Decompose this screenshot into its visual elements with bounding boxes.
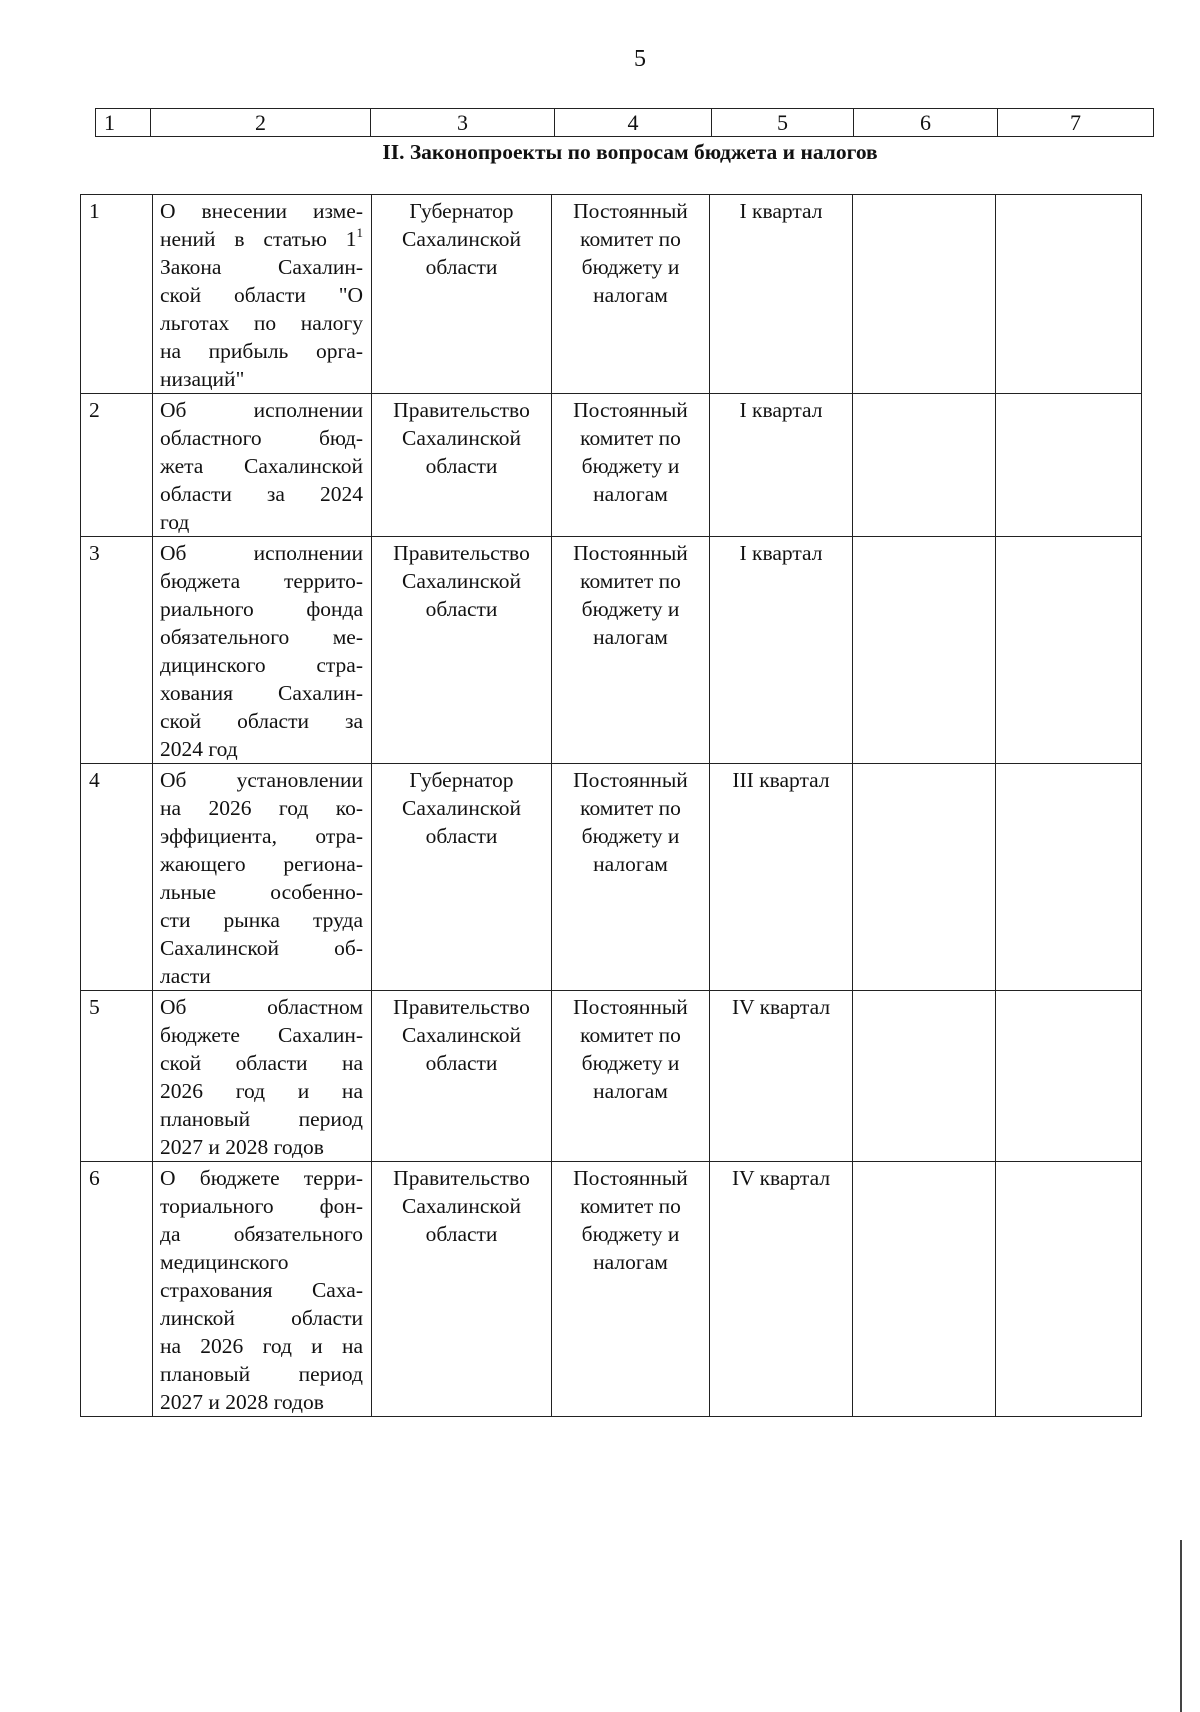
bill-title-line: О внесении изме- [160, 199, 363, 223]
bill-title-line: обязательного ме- [160, 625, 363, 649]
table-row [81, 764, 1142, 991]
table-row [81, 394, 1142, 537]
column-7-cell [996, 394, 1142, 537]
column-number-1: 1 [96, 109, 151, 137]
column-6-cell [853, 195, 996, 394]
column-number-7: 7 [998, 109, 1154, 137]
bill-title-line: жающего региона- [160, 852, 363, 876]
bill-initiator-line: Сахалинской [402, 1023, 521, 1047]
bills-table [80, 194, 1142, 1417]
bill-initiator-line: Губернатор [409, 768, 514, 792]
bill-initiator [372, 537, 552, 764]
bill-initiator-line: Правительство [393, 541, 530, 565]
bill-title [153, 991, 372, 1162]
bill-initiator-line: области [425, 255, 498, 279]
bill-title-line: области за 2024 [160, 482, 363, 506]
row-number: 1 [81, 195, 153, 394]
responsible-committee-line: бюджету и [581, 597, 680, 621]
bill-initiator-line: области [425, 1222, 498, 1246]
bill-title-line: страхования Саха- [160, 1278, 363, 1302]
section-title: II. Законопроекты по вопросам бюджета и налогов [382, 140, 878, 164]
responsible-committee-line: комитет по [580, 796, 681, 820]
submission-term: IV квартал [710, 1162, 853, 1417]
column-6-cell [853, 764, 996, 991]
column-6-cell [853, 991, 996, 1162]
row-number: 6 [81, 1162, 153, 1417]
bill-initiator-line: области [425, 1051, 498, 1075]
responsible-committee-line: налогам [593, 625, 668, 649]
column-number-row [96, 109, 1154, 137]
margin-scan-line [1180, 1540, 1182, 1712]
bill-title [153, 1162, 372, 1417]
responsible-committee [552, 991, 710, 1162]
responsible-committee-line: Постоянный [573, 995, 688, 1019]
bill-title-line: областного бюд- [160, 426, 363, 450]
bill-initiator-line: Сахалинской [402, 426, 521, 450]
bill-initiator [372, 394, 552, 537]
responsible-committee [552, 537, 710, 764]
row-number: 5 [81, 991, 153, 1162]
column-7-cell [996, 991, 1142, 1162]
bill-title-line: на 2026 год и на [160, 1334, 363, 1358]
column-number-3: 3 [371, 109, 555, 137]
responsible-committee-line: комитет по [580, 1023, 681, 1047]
column-number-6: 6 [854, 109, 998, 137]
column-7-cell [996, 195, 1142, 394]
bill-title-line: Об областном [160, 995, 363, 1019]
responsible-committee-line: налогам [593, 1250, 668, 1274]
bill-initiator-line: Сахалинской [402, 796, 521, 820]
column-7-cell [996, 764, 1142, 991]
bill-initiator-line: Сахалинской [402, 569, 521, 593]
bill-title-line: ской области за [160, 709, 363, 733]
column-6-cell [853, 537, 996, 764]
submission-term: IV квартал [710, 991, 853, 1162]
bill-title-line: плановый период [160, 1107, 363, 1131]
submission-term: I квартал [710, 195, 853, 394]
bill-title-line: ласти [160, 964, 211, 988]
bill-title-line: бюджете Сахалин- [160, 1023, 363, 1047]
responsible-committee-line: налогам [593, 482, 668, 506]
bill-title [153, 394, 372, 537]
bill-title-line: ториального фон- [160, 1194, 363, 1218]
bill-title [153, 195, 372, 394]
row-number: 4 [81, 764, 153, 991]
bill-title [153, 764, 372, 991]
bill-title-line: дицинского стра- [160, 653, 363, 677]
bill-initiator-line: Сахалинской [402, 227, 521, 251]
responsible-committee-line: налогам [593, 283, 668, 307]
column-6-cell [853, 394, 996, 537]
column-number-2: 2 [151, 109, 371, 137]
bill-initiator-line: области [425, 597, 498, 621]
bill-title-line: эффициента, отра- [160, 824, 363, 848]
page-number: 5 [634, 46, 646, 72]
responsible-committee-line: бюджету и [581, 1222, 680, 1246]
responsible-committee [552, 195, 710, 394]
bill-title-line: 2024 год [160, 737, 238, 761]
responsible-committee-line: комитет по [580, 227, 681, 251]
column-7-cell [996, 537, 1142, 764]
submission-term: III квартал [710, 764, 853, 991]
table-row [81, 991, 1142, 1162]
submission-term: I квартал [710, 537, 853, 764]
column-7-cell [996, 1162, 1142, 1417]
bill-initiator-line: Правительство [393, 995, 530, 1019]
bill-title-line: на 2026 год ко- [160, 796, 363, 820]
bill-title-line: 2026 год и на [160, 1079, 363, 1103]
bill-title-line: льные особенно- [160, 880, 363, 904]
responsible-committee-line: бюджету и [581, 255, 680, 279]
responsible-committee-line: Постоянный [573, 398, 688, 422]
table-row [81, 195, 1142, 394]
responsible-committee [552, 764, 710, 991]
bill-title-line: сти рынка труда [160, 908, 363, 932]
responsible-committee-line: Постоянный [573, 199, 688, 223]
responsible-committee [552, 394, 710, 537]
bill-title-line: на прибыль орга- [160, 339, 363, 363]
bill-title-line: бюджета террито- [160, 569, 363, 593]
responsible-committee-line: комитет по [580, 426, 681, 450]
bill-initiator-line: Правительство [393, 398, 530, 422]
bill-title-line: да обязательного [160, 1222, 363, 1246]
bill-title-line: Об исполнении [160, 541, 363, 565]
article-superscript: 1 [356, 225, 363, 240]
responsible-committee-line: налогам [593, 852, 668, 876]
bill-title-line: льготах по налогу [160, 311, 363, 335]
bill-title-line [160, 225, 363, 253]
bill-title-line: ской области на [160, 1051, 363, 1075]
bill-title-line: плановый период [160, 1362, 363, 1386]
row-number: 2 [81, 394, 153, 537]
responsible-committee-line: бюджету и [581, 454, 680, 478]
bill-title-line: линской области [160, 1306, 363, 1330]
bill-title-line: низаций" [160, 367, 245, 391]
responsible-committee [552, 1162, 710, 1417]
bill-initiator-line: Сахалинской [402, 1194, 521, 1218]
responsible-committee-line: комитет по [580, 569, 681, 593]
responsible-committee-line: налогам [593, 1079, 668, 1103]
bill-initiator-line: области [425, 454, 498, 478]
bill-title-line-text: нений в статью 1 [160, 227, 357, 251]
bill-initiator-line: Правительство [393, 1166, 530, 1190]
bill-title-line: ской области "О [160, 283, 363, 307]
bill-initiator [372, 764, 552, 991]
bill-initiator [372, 991, 552, 1162]
table-row [81, 1162, 1142, 1417]
bill-title-line: год [160, 510, 190, 534]
column-number-4: 4 [555, 109, 712, 137]
bill-title-line: риального фонда [160, 597, 363, 621]
bill-title-line: хования Сахалин- [160, 681, 363, 705]
responsible-committee-line: Постоянный [573, 1166, 688, 1190]
bill-title [153, 537, 372, 764]
bill-initiator [372, 195, 552, 394]
bill-initiator-line: Губернатор [409, 199, 514, 223]
table-row [81, 537, 1142, 764]
submission-term: I квартал [710, 394, 853, 537]
column-6-cell [853, 1162, 996, 1417]
bill-title-line: Об установлении [160, 768, 363, 792]
bill-title-line: О бюджете терри- [160, 1166, 363, 1190]
bill-title-line: Сахалинской об- [160, 936, 363, 960]
bill-initiator-line: области [425, 824, 498, 848]
responsible-committee-line: бюджету и [581, 824, 680, 848]
bill-initiator [372, 1162, 552, 1417]
bill-title-line: жета Сахалинской [160, 454, 363, 478]
bill-title-line: 2027 и 2028 годов [160, 1390, 324, 1414]
responsible-committee-line: бюджету и [581, 1051, 680, 1075]
responsible-committee-line: Постоянный [573, 541, 688, 565]
row-number: 3 [81, 537, 153, 764]
column-number-5: 5 [712, 109, 854, 137]
column-number-header [95, 108, 1154, 137]
bill-title-line: медицинского [160, 1250, 289, 1274]
bill-title-line: Закона Сахалин- [160, 255, 363, 279]
responsible-committee-line: Постоянный [573, 768, 688, 792]
bill-title-line: 2027 и 2028 годов [160, 1135, 324, 1159]
responsible-committee-line: комитет по [580, 1194, 681, 1218]
bill-title-line: Об исполнении [160, 398, 363, 422]
